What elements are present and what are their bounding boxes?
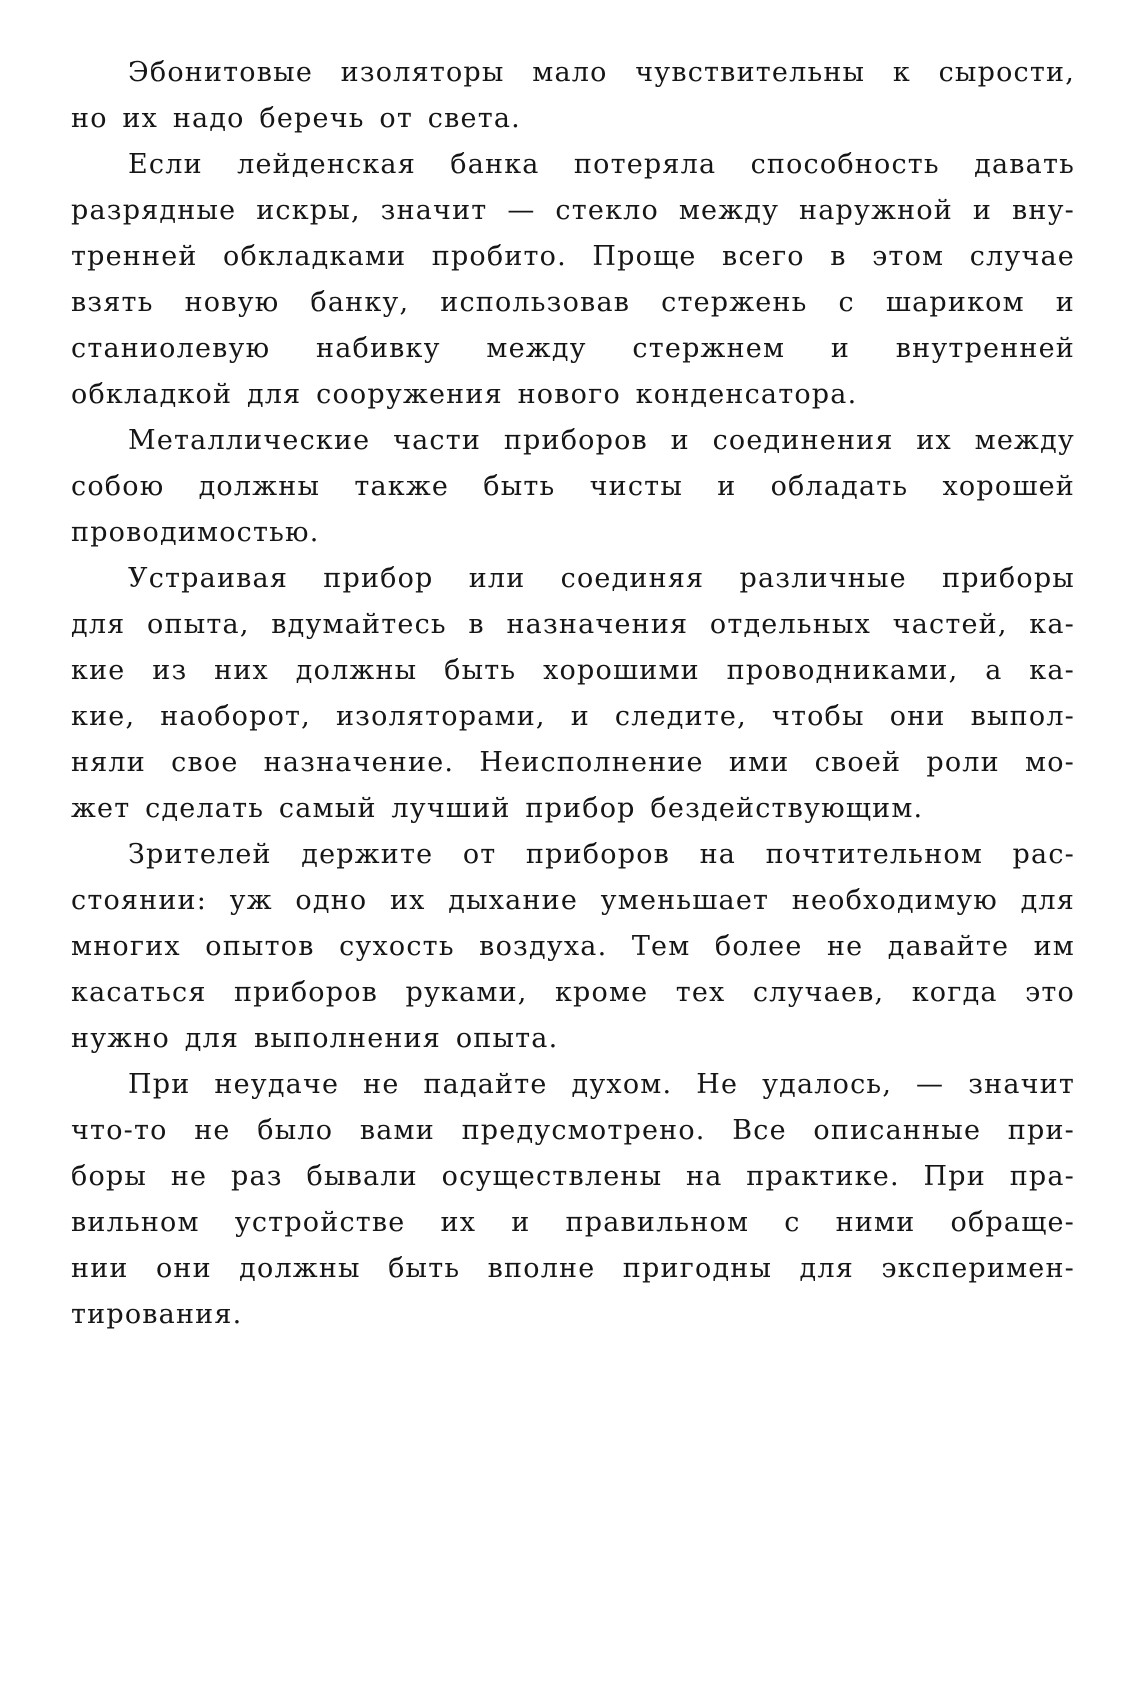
paragraph-spectators xyxy=(71,832,1075,1062)
paragraph-ebonite-insulators xyxy=(71,50,1075,142)
text-line: нужно для выполнения опыта. xyxy=(71,1023,559,1054)
text-line: вильном устройстве их и правильном с ними обраще- xyxy=(71,1207,1075,1238)
text-line: для опыта, вдумайтесь в назначения отдельных частей, ка- xyxy=(71,609,1075,640)
text-line: стоянии: уж одно их дыхание уменьшает необходимую для xyxy=(71,885,1075,916)
text-line: няли свое назначение. Неисполнение ими своей роли мо- xyxy=(71,747,1075,778)
paragraph-leyden-jar xyxy=(71,142,1075,418)
paragraph-assembling-device xyxy=(71,556,1075,832)
text-line: кие, наоборот, изоляторами, и следите, чтобы они выпол- xyxy=(71,701,1075,732)
text-line: что-то не было вами предусмотрено. Все описанные при- xyxy=(71,1115,1075,1146)
text-line: взять новую банку, использовав стержень с шариком и xyxy=(71,287,1075,318)
text-line: жет сделать самый лучший прибор бездействующим. xyxy=(71,793,924,824)
text-line: нии они должны быть вполне пригодны для эксперимен- xyxy=(71,1253,1075,1284)
text-line: Зрителей держите от приборов на почтительном рас- xyxy=(128,839,1075,870)
text-line: станиолевую набивку между стержнем и внутренней xyxy=(71,333,1075,364)
text-line: Металлические части приборов и соединения их между xyxy=(128,425,1075,456)
text-line: боры не раз бывали осуществлены на практике. При пра- xyxy=(71,1161,1075,1192)
text-line: тирования. xyxy=(71,1299,243,1330)
text-line: многих опытов сухость воздуха. Тем более не давайте им xyxy=(71,931,1075,962)
text-line: Устраивая прибор или соединяя различные приборы xyxy=(128,563,1075,594)
text-line: но их надо беречь от света. xyxy=(71,103,521,134)
text-line: тренней обкладками пробито. Проще всего в этом случае xyxy=(71,241,1075,272)
paragraph-metal-parts xyxy=(71,418,1075,556)
text-line: Эбонитовые изоляторы мало чувствительны к сырости, xyxy=(128,57,1075,88)
text-line: разрядные искры, значит — стекло между наружной и вну- xyxy=(71,195,1075,226)
text-line: проводимостью. xyxy=(71,517,320,548)
text-line: обкладкой для сооружения нового конденсатора. xyxy=(71,379,858,410)
text-line: собою должны также быть чисты и обладать хорошей xyxy=(71,471,1075,502)
text-line: кие из них должны быть хорошими проводниками, а ка- xyxy=(71,655,1075,686)
text-line: Если лейденская банка потеряла способность давать xyxy=(128,149,1075,180)
text-line: касаться приборов руками, кроме тех случаев, когда это xyxy=(71,977,1075,1008)
page-text xyxy=(71,50,1075,1338)
text-line: При неудаче не падайте духом. Не удалось, — значит xyxy=(128,1069,1075,1100)
paragraph-failure xyxy=(71,1062,1075,1338)
